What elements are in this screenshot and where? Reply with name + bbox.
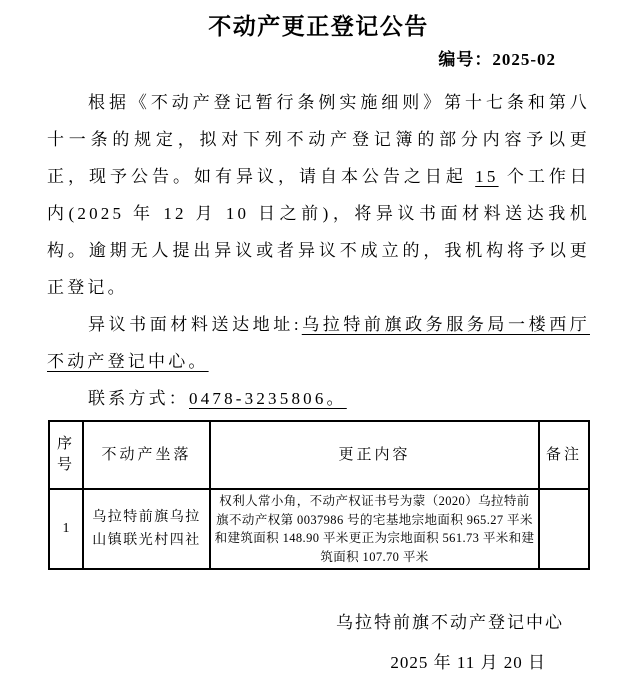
signature-date: 2025 年 11 月 20 日 [390,653,546,672]
deadline-days-underlined: 15 [475,167,499,186]
address-underlined: 乌拉特前旗政务服务局一楼西厅不动产登记中心。 [47,315,590,371]
signature-org: 乌拉特前旗不动产登记中心 [336,613,564,632]
phone-underlined: 0478-3235806。 [189,389,347,408]
col-header-seq: 序号 [49,421,83,489]
cell-location: 乌拉特前旗乌拉山镇联光村四社 [83,489,210,569]
page-title: 不动产更正登记公告 [208,14,429,39]
paragraph-main [47,84,590,306]
cell-remark [539,489,589,569]
doc-number: 编号：2025-02 [438,50,556,69]
cell-seq: 1 [49,489,83,569]
paragraph-main-text-after: 个工作日内(2025 年 12 月 10 日之前)，将异议书面材料送达我机构。逾期无人提出异议或者异议不成立的，我机构将予以更正登记。 [47,167,591,297]
col-header-content: 更正内容 [210,421,539,489]
col-header-remark: 备注 [539,421,589,489]
document-body [47,84,590,417]
col-header-location: 不动产坐落 [83,421,210,489]
table-row [49,489,589,569]
signature-block [47,612,590,673]
paragraph-address [47,306,590,380]
paragraph-contact [47,380,590,417]
correction-table [48,420,590,570]
paragraph-main-text-before: 根据《不动产登记暂行条例实施细则》第十七条和第八十一条的规定，拟对下列不动产登记簿的部分内容予以更正，现予公告。如有异议，请自本公告之日起 [47,93,590,186]
cell-content: 权利人常小角，不动产权证书号为蒙（2020）乌拉特前旗不动产权第 0037986 号的宅基地宗地面积 965.27 平米和建筑面积 148.90 平米更正为宗地面积 561.73 平米和建筑面积 107.70 平米 [210,489,539,569]
address-label: 异议书面材料送达地址: [88,315,302,334]
contact-label: 联系方式： [88,389,189,408]
table-header-row [49,421,589,489]
